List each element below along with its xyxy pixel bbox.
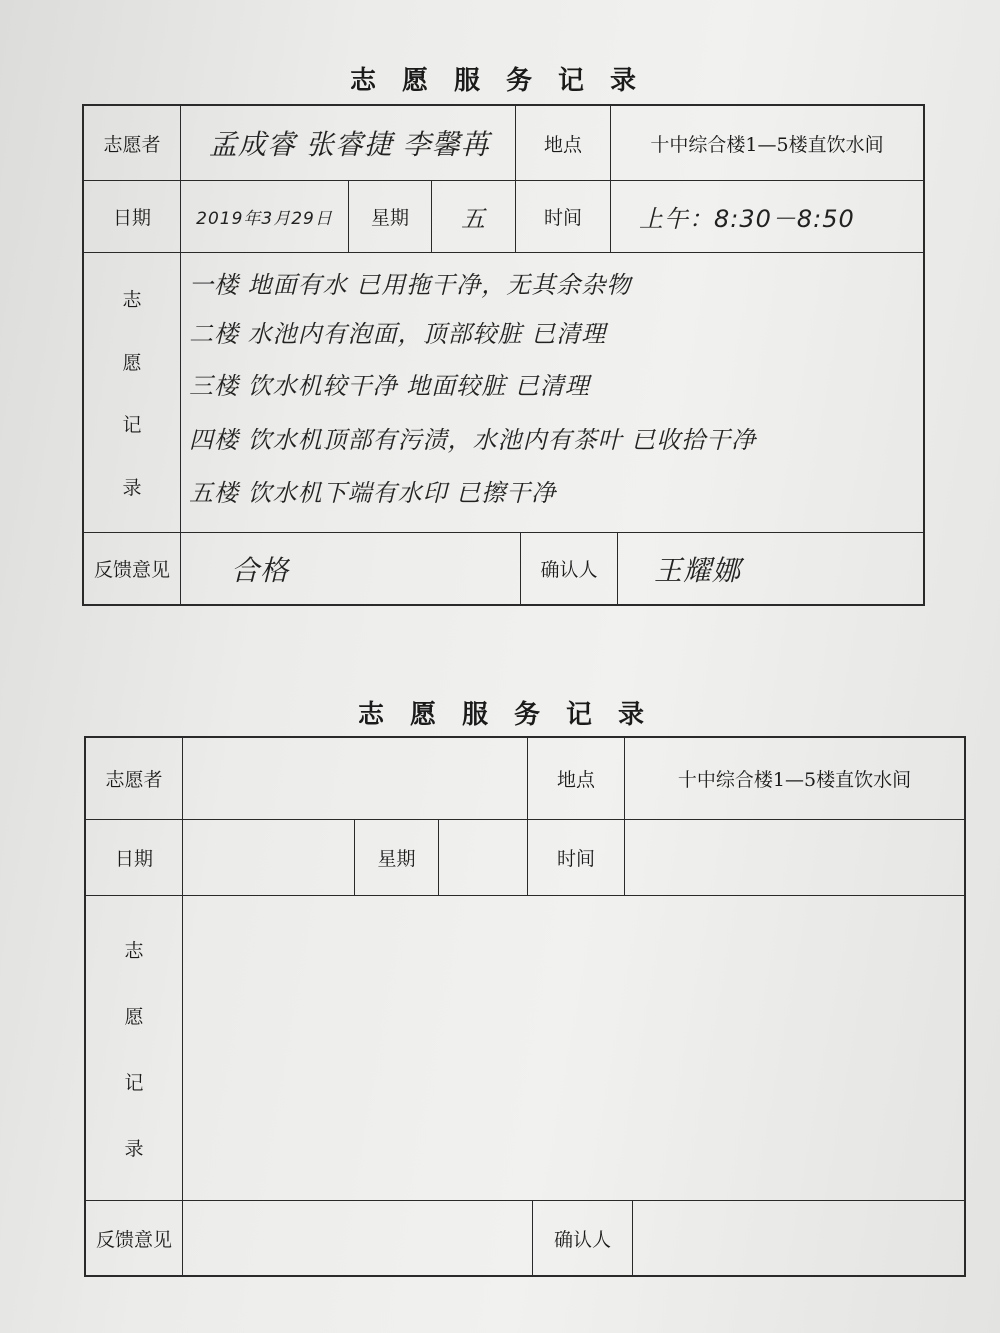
form1-record-label	[84, 253, 181, 532]
form2-record-label	[86, 896, 183, 1200]
form1-row-feedback	[84, 533, 923, 604]
form1-record-line-2: 二楼 水池内有泡面，顶部较脏 已清理	[189, 319, 607, 348]
form2-record-char-4: 录	[124, 1137, 144, 1160]
form2-weekday-value	[439, 820, 528, 895]
form2-feedback-label: 反馈意见	[86, 1201, 183, 1275]
form2-location-value: 十中综合楼1—5楼直饮水间	[677, 769, 912, 791]
form1-record-char-1: 志	[122, 288, 142, 311]
form1-record-line-5: 五楼 饮水机下端有水印 已擦干净	[189, 478, 557, 507]
form1-weekday-label: 星期	[349, 181, 432, 252]
form1-record-char-3: 记	[122, 414, 142, 437]
form2-record-char-3: 记	[124, 1071, 144, 1094]
form2-feedback-value	[183, 1201, 533, 1275]
form1-time-text: 上午：8:30－8:50	[639, 205, 855, 233]
form2-date-value	[183, 820, 355, 895]
form1-date-value	[181, 181, 349, 252]
form2-record-content	[183, 896, 964, 1200]
form1-volunteer-names: 孟成睿 张睿捷 李馨苒	[209, 128, 490, 161]
form2-location-label: 地点	[528, 738, 625, 819]
form1-row-volunteer	[84, 106, 923, 181]
form1-confirmer-value	[618, 533, 923, 604]
form2-row-volunteer	[86, 738, 964, 820]
form1-weekday-value	[432, 181, 516, 252]
form1-record-char-4: 录	[122, 477, 142, 500]
form1-volunteer-value	[181, 106, 516, 180]
form1-feedback-text: 合格	[231, 553, 290, 587]
form2-date-label: 日期	[86, 820, 183, 895]
form2-row-records	[86, 896, 964, 1201]
form1-record-content	[181, 253, 923, 532]
form1-title: 志愿服务记录	[350, 66, 663, 96]
form1-record-line-3: 三楼 饮水机较干净 地面较脏 已清理	[189, 371, 590, 400]
form2-weekday-label: 星期	[355, 820, 439, 895]
form2-record-char-2: 愿	[124, 1005, 144, 1028]
form1-row-date	[84, 181, 923, 253]
form2-row-date	[86, 820, 964, 896]
form1-record-char-2: 愿	[122, 351, 142, 374]
form2-volunteer-label: 志愿者	[86, 738, 183, 819]
form2-record-char-1: 志	[124, 939, 144, 962]
form1-location-value: 十中综合楼1—5楼直饮水间	[650, 133, 884, 156]
form1-feedback-value	[181, 533, 521, 604]
form1-confirmer-signature: 王耀娜	[654, 553, 742, 587]
form1-feedback-label: 反馈意见	[84, 533, 181, 604]
form1-row-records	[84, 253, 923, 533]
form1-time-value	[611, 181, 923, 252]
form2-volunteer-value	[183, 738, 528, 819]
form1-weekday-text: 五	[461, 205, 486, 233]
form1-date-text: 2019年3月29日	[196, 209, 333, 229]
form1-record-line-4: 四楼 饮水机顶部有污渍，水池内有茶叶 已收拾干净	[189, 425, 757, 454]
form2-table	[84, 736, 966, 1277]
form1-volunteer-label: 志愿者	[84, 106, 181, 180]
form2-confirmer-value	[633, 1201, 964, 1275]
form2-time-label: 时间	[528, 820, 625, 895]
form1-record-line-1: 一楼 地面有水 已用拖干净，无其余杂物	[189, 270, 632, 299]
form1-location-label: 地点	[516, 106, 611, 180]
form1-date-label: 日期	[84, 181, 181, 252]
form2-row-feedback	[86, 1201, 964, 1275]
form1-confirmer-label: 确认人	[521, 533, 618, 604]
form1-time-label: 时间	[516, 181, 611, 252]
form2-confirmer-label: 确认人	[533, 1201, 633, 1275]
form1-table	[82, 104, 925, 606]
form2-title: 志愿服务记录	[358, 700, 671, 730]
form2-time-value	[625, 820, 964, 895]
